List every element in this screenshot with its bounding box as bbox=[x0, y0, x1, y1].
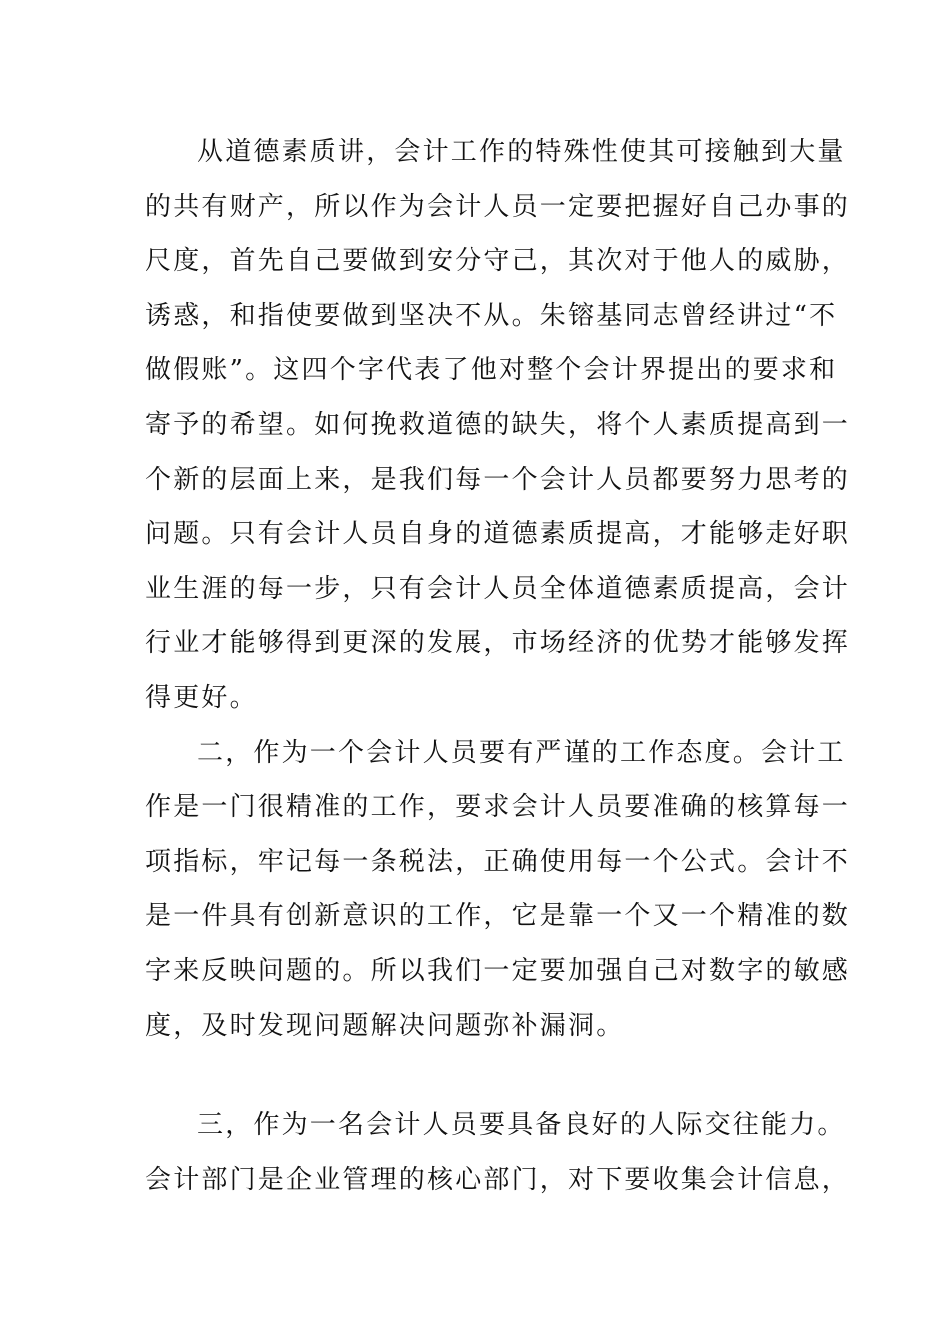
paragraph-1-line-5: 做假账”。这四个字代表了他对整个会计界提出的要求和 bbox=[145, 355, 838, 385]
paragraph-1-line-1: 从道德素质讲，会计工作的特殊性使其可接触到大量 bbox=[197, 137, 846, 167]
paragraph-1-line-6: 寄予的希望。如何挽救道德的缺失，将个人素质提高到一 bbox=[145, 410, 851, 440]
paragraph-1-line-2: 的共有财产，所以作为会计人员一定要把握好自己办事的 bbox=[145, 192, 851, 222]
paragraph-2-line-2: 作是一门很精准的工作，要求会计人员要准确的核算每一 bbox=[145, 792, 851, 822]
paragraph-2-line-6: 度，及时发现问题解决问题弥补漏洞。 bbox=[145, 1011, 625, 1041]
paragraph-1-line-10: 行业才能够得到更深的发展，市场经济的优势才能够发挥 bbox=[145, 628, 851, 658]
paragraph-2-line-3: 项指标，牢记每一条税法，正确使用每一个公式。会计不 bbox=[145, 847, 851, 877]
paragraph-3-line-1: 三，作为一名会计人员要具备良好的人际交往能力。 bbox=[197, 1110, 846, 1140]
paragraph-1-line-4: 诱惑，和指使要做到坚决不从。朱镕基同志曾经讲过“不 bbox=[145, 301, 838, 331]
paragraph-3-line-2: 会计部门是企业管理的核心部门，对下要收集会计信息， bbox=[145, 1165, 851, 1195]
paragraph-1-line-3: 尺度，首先自己要做到安分守己，其次对于他人的威胁， bbox=[145, 246, 851, 276]
paragraph-1-line-11: 得更好。 bbox=[145, 683, 258, 713]
paragraph-1-line-8: 问题。只有会计人员自身的道德素质提高，才能够走好职 bbox=[145, 519, 851, 549]
paragraph-2-line-1: 二，作为一个会计人员要有严谨的工作态度。会计工 bbox=[197, 738, 846, 768]
paragraph-2-line-5: 字来反映问题的。所以我们一定要加强自己对数字的敏感 bbox=[145, 956, 851, 986]
paragraph-2-line-4: 是一件具有创新意识的工作，它是靠一个又一个精准的数 bbox=[145, 901, 851, 931]
paragraph-1-line-9: 业生涯的每一步，只有会计人员全体道德素质提高，会计 bbox=[145, 574, 851, 604]
paragraph-1-line-7: 个新的层面上来，是我们每一个会计人员都要努力思考的 bbox=[145, 465, 851, 495]
